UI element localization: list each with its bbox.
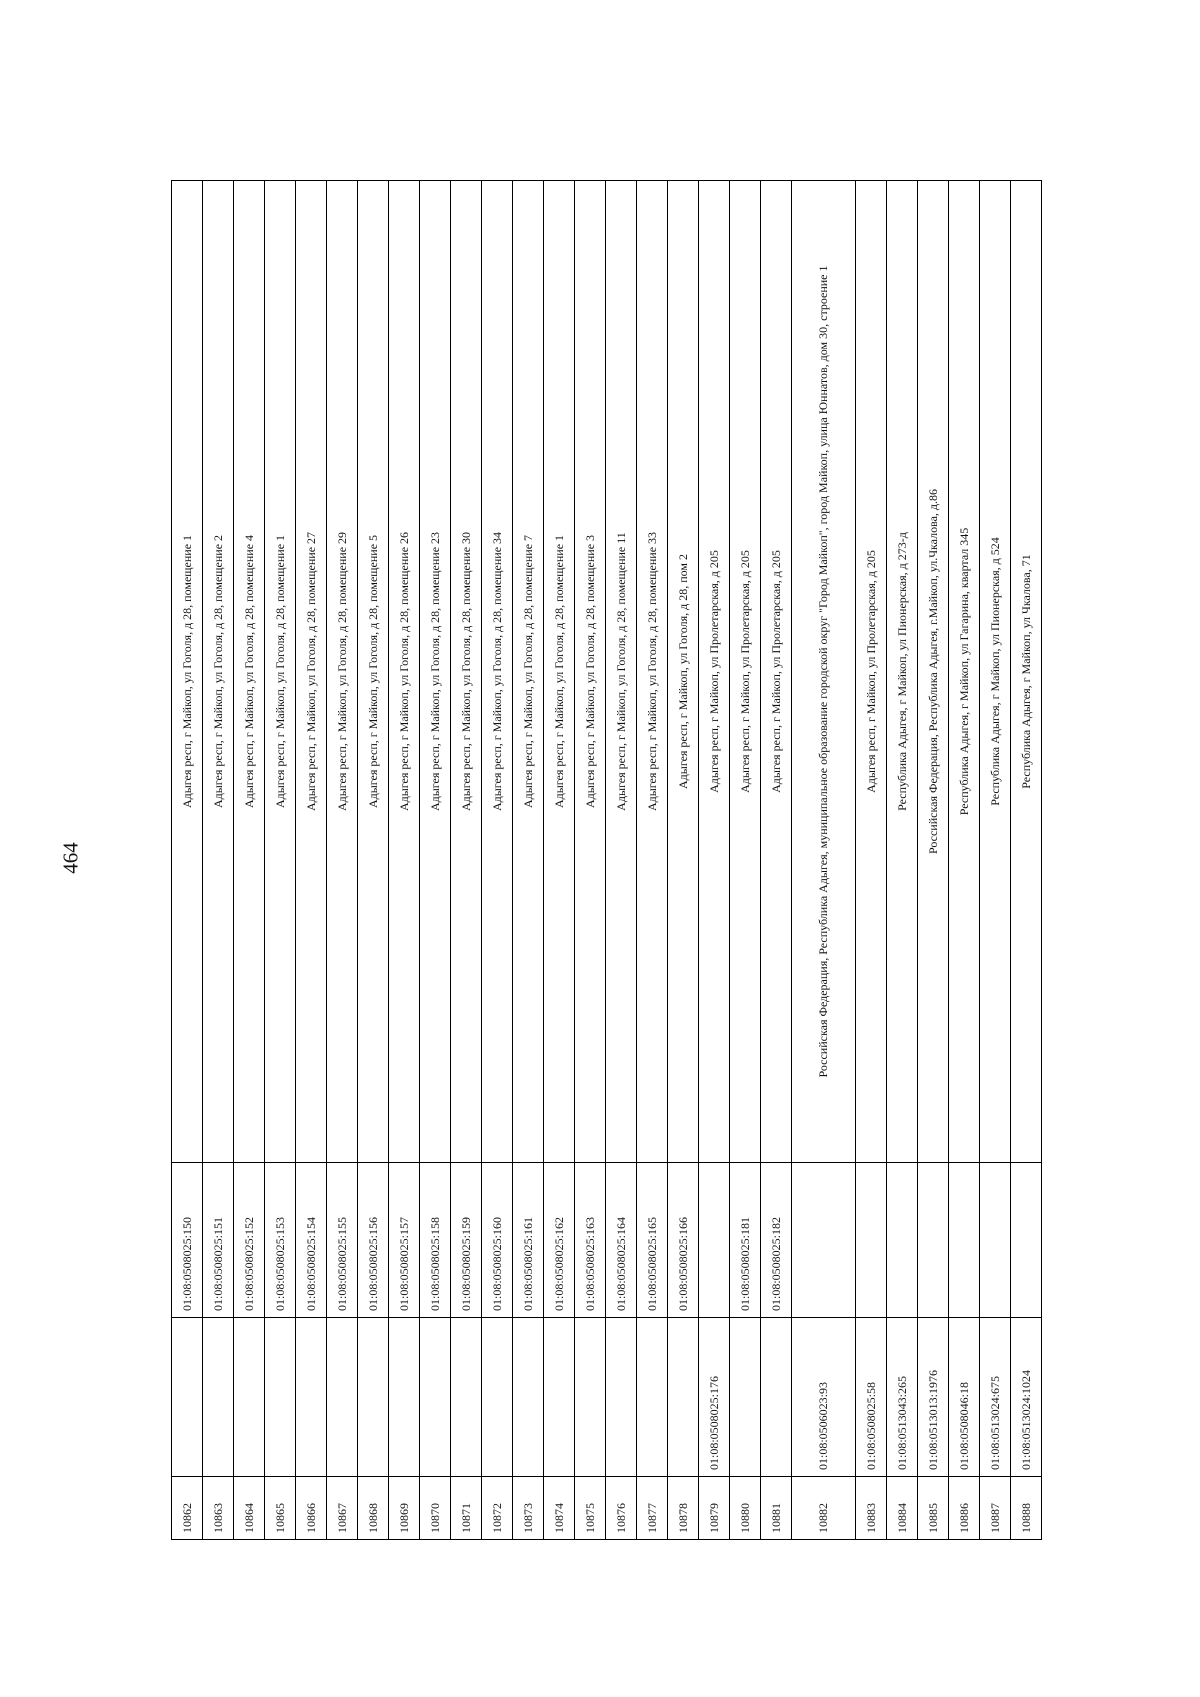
parent-cadastral-number-cell [668,1318,699,1477]
cadastral-number-cell: 01:08:0508025:150 [172,1163,203,1318]
row-number-cell: 10869 [389,1477,420,1540]
table-row [637,181,668,1540]
table-row [668,181,699,1540]
address-cell: Адыгея респ, г Майкоп, ул Пролетарская, д 205 [856,181,887,1163]
table-row [949,181,980,1540]
cadastral-number-cell: 01:08:0508025:182 [761,1163,792,1318]
registry-table [171,180,1042,1540]
address-cell: Адыгея респ, г Майкоп, ул Гоголя, д 28, помещение 33 [637,181,668,1163]
table-row [389,181,420,1540]
rotated-table-container [171,180,1087,1540]
table-row [172,181,203,1540]
parent-cadastral-number-cell [513,1318,544,1477]
parent-cadastral-number-cell: 01:08:0506023:93 [792,1318,856,1477]
parent-cadastral-number-cell [451,1318,482,1477]
parent-cadastral-number-cell [203,1318,234,1477]
table-row [234,181,265,1540]
row-number-cell: 10867 [327,1477,358,1540]
parent-cadastral-number-cell [296,1318,327,1477]
table-row [296,181,327,1540]
address-cell: Адыгея респ, г Майкоп, ул Гоголя, д 28, помещение 3 [575,181,606,1163]
address-cell: Адыгея респ, г Майкоп, ул Гоголя, д 28, помещение 5 [358,181,389,1163]
address-cell: Адыгея респ, г Майкоп, ул Гоголя, д 28, помещение 1 [544,181,575,1163]
parent-cadastral-number-cell: 01:08:0513024:675 [980,1318,1011,1477]
parent-cadastral-number-cell [265,1318,296,1477]
cadastral-number-cell: 01:08:0508025:159 [451,1163,482,1318]
row-number-cell: 10878 [668,1477,699,1540]
row-number-cell: 10874 [544,1477,575,1540]
address-cell: Адыгея респ, г Майкоп, ул Гоголя, д 28, помещение 2 [203,181,234,1163]
cadastral-number-cell: 01:08:0508025:154 [296,1163,327,1318]
address-cell: Республика Адыгея, г Майкоп, ул Гагарина, квартал 345 [949,181,980,1163]
address-cell: Адыгея респ, г Майкоп, ул Пролетарская, д 205 [730,181,761,1163]
cadastral-number-cell: 01:08:0508025:166 [668,1163,699,1318]
parent-cadastral-number-cell [482,1318,513,1477]
parent-cadastral-number-cell [358,1318,389,1477]
parent-cadastral-number-cell [761,1318,792,1477]
table-row [1011,181,1042,1540]
row-number-cell: 10865 [265,1477,296,1540]
address-cell: Российская Федерация, Республика Адыгея, муниципальное образование городской округ "Город Майкоп", город Майкоп, улица Юннатов, дом 30, строение 1 [792,181,856,1163]
cadastral-number-cell: 01:08:0508025:158 [420,1163,451,1318]
address-cell: Адыгея респ, г Майкоп, ул Гоголя, д 28, помещение 1 [172,181,203,1163]
cadastral-number-cell [887,1163,918,1318]
cadastral-number-cell: 01:08:0508025:153 [265,1163,296,1318]
cadastral-number-cell: 01:08:0508025:155 [327,1163,358,1318]
address-cell: Адыгея респ, г Майкоп, ул Пролетарская, д 205 [699,181,730,1163]
cadastral-number-cell: 01:08:0508025:161 [513,1163,544,1318]
cadastral-number-cell [949,1163,980,1318]
table-row [513,181,544,1540]
address-cell: Республика Адыгея, г Майкоп, ул Пионерская, д 273-д [887,181,918,1163]
table-row [451,181,482,1540]
cadastral-number-cell: 01:08:0508025:181 [730,1163,761,1318]
parent-cadastral-number-cell [575,1318,606,1477]
parent-cadastral-number-cell: 01:08:0508025:176 [699,1318,730,1477]
parent-cadastral-number-cell: 01:08:0508025:58 [856,1318,887,1477]
table-row [544,181,575,1540]
address-cell: Адыгея респ, г Майкоп, ул Гоголя, д 28, помещение 4 [234,181,265,1163]
row-number-cell: 10862 [172,1477,203,1540]
row-number-cell: 10864 [234,1477,265,1540]
row-number-cell: 10885 [918,1477,949,1540]
parent-cadastral-number-cell: 01:08:0513013:1976 [918,1318,949,1477]
row-number-cell: 10888 [1011,1477,1042,1540]
row-number-cell: 10873 [513,1477,544,1540]
row-number-cell: 10875 [575,1477,606,1540]
cadastral-number-cell: 01:08:0508025:160 [482,1163,513,1318]
address-cell: Адыгея респ, г Майкоп, ул Пролетарская, д 205 [761,181,792,1163]
table-row [575,181,606,1540]
page-number: 464 [58,842,83,874]
address-cell: Адыгея респ, г Майкоп, ул Гоголя, д 28, помещение 23 [420,181,451,1163]
row-number-cell: 10882 [792,1477,856,1540]
table-row [887,181,918,1540]
address-cell: Адыгея респ, г Майкоп, ул Гоголя, д 28, помещение 11 [606,181,637,1163]
address-cell: Адыгея респ, г Майкоп, ул Гоголя, д 28, помещение 26 [389,181,420,1163]
address-cell: Адыгея респ, г Майкоп, ул Гоголя, д 28, пом 2 [668,181,699,1163]
parent-cadastral-number-cell [327,1318,358,1477]
table-row [265,181,296,1540]
row-number-cell: 10887 [980,1477,1011,1540]
parent-cadastral-number-cell [234,1318,265,1477]
registry-table-body [172,181,1042,1540]
cadastral-number-cell: 01:08:0508025:156 [358,1163,389,1318]
cadastral-number-cell [918,1163,949,1318]
table-row [358,181,389,1540]
parent-cadastral-number-cell [730,1318,761,1477]
address-cell: Адыгея респ, г Майкоп, ул Гоголя, д 28, помещение 27 [296,181,327,1163]
row-number-cell: 10884 [887,1477,918,1540]
address-cell: Адыгея респ, г Майкоп, ул Гоголя, д 28, помещение 7 [513,181,544,1163]
cadastral-number-cell: 01:08:0508025:162 [544,1163,575,1318]
row-number-cell: 10881 [761,1477,792,1540]
parent-cadastral-number-cell: 01:08:0513024:1024 [1011,1318,1042,1477]
address-cell: Адыгея респ, г Майкоп, ул Гоголя, д 28, помещение 34 [482,181,513,1163]
table-row [482,181,513,1540]
row-number-cell: 10863 [203,1477,234,1540]
parent-cadastral-number-cell: 01:08:0508046:18 [949,1318,980,1477]
row-number-cell: 10872 [482,1477,513,1540]
cadastral-number-cell: 01:08:0508025:164 [606,1163,637,1318]
cadastral-number-cell: 01:08:0508025:165 [637,1163,668,1318]
address-cell: Адыгея респ, г Майкоп, ул Гоголя, д 28, помещение 29 [327,181,358,1163]
cadastral-number-cell [699,1163,730,1318]
table-row [203,181,234,1540]
table-row [761,181,792,1540]
cadastral-number-cell [1011,1163,1042,1318]
address-cell: Республика Адыгея, г Майкоп, ул Чкалова, 71 [1011,181,1042,1163]
parent-cadastral-number-cell [172,1318,203,1477]
cadastral-number-cell: 01:08:0508025:152 [234,1163,265,1318]
row-number-cell: 10870 [420,1477,451,1540]
table-row [730,181,761,1540]
row-number-cell: 10868 [358,1477,389,1540]
address-cell: Российская Федерация, Республика Адыгея, г.Майкоп, ул.Чкалова, д.86 [918,181,949,1163]
cadastral-number-cell: 01:08:0508025:157 [389,1163,420,1318]
table-row [699,181,730,1540]
row-number-cell: 10877 [637,1477,668,1540]
cadastral-number-cell [792,1163,856,1318]
cadastral-number-cell [980,1163,1011,1318]
row-number-cell: 10871 [451,1477,482,1540]
row-number-cell: 10883 [856,1477,887,1540]
row-number-cell: 10880 [730,1477,761,1540]
cadastral-number-cell [856,1163,887,1318]
row-number-cell: 10866 [296,1477,327,1540]
parent-cadastral-number-cell [606,1318,637,1477]
cadastral-number-cell: 01:08:0508025:163 [575,1163,606,1318]
table-row [420,181,451,1540]
row-number-cell: 10879 [699,1477,730,1540]
table-row [856,181,887,1540]
address-cell: Адыгея респ, г Майкоп, ул Гоголя, д 28, помещение 1 [265,181,296,1163]
parent-cadastral-number-cell [544,1318,575,1477]
address-cell: Адыгея респ, г Майкоп, ул Гоголя, д 28, помещение 30 [451,181,482,1163]
parent-cadastral-number-cell [637,1318,668,1477]
row-number-cell: 10876 [606,1477,637,1540]
table-row [918,181,949,1540]
table-row [606,181,637,1540]
cadastral-number-cell: 01:08:0508025:151 [203,1163,234,1318]
table-row [327,181,358,1540]
table-row [792,181,856,1540]
parent-cadastral-number-cell [420,1318,451,1477]
parent-cadastral-number-cell [389,1318,420,1477]
row-number-cell: 10886 [949,1477,980,1540]
table-row [980,181,1011,1540]
address-cell: Республика Адыгея, г Майкоп, ул Пионерская, д 524 [980,181,1011,1163]
parent-cadastral-number-cell: 01:08:0513043:265 [887,1318,918,1477]
